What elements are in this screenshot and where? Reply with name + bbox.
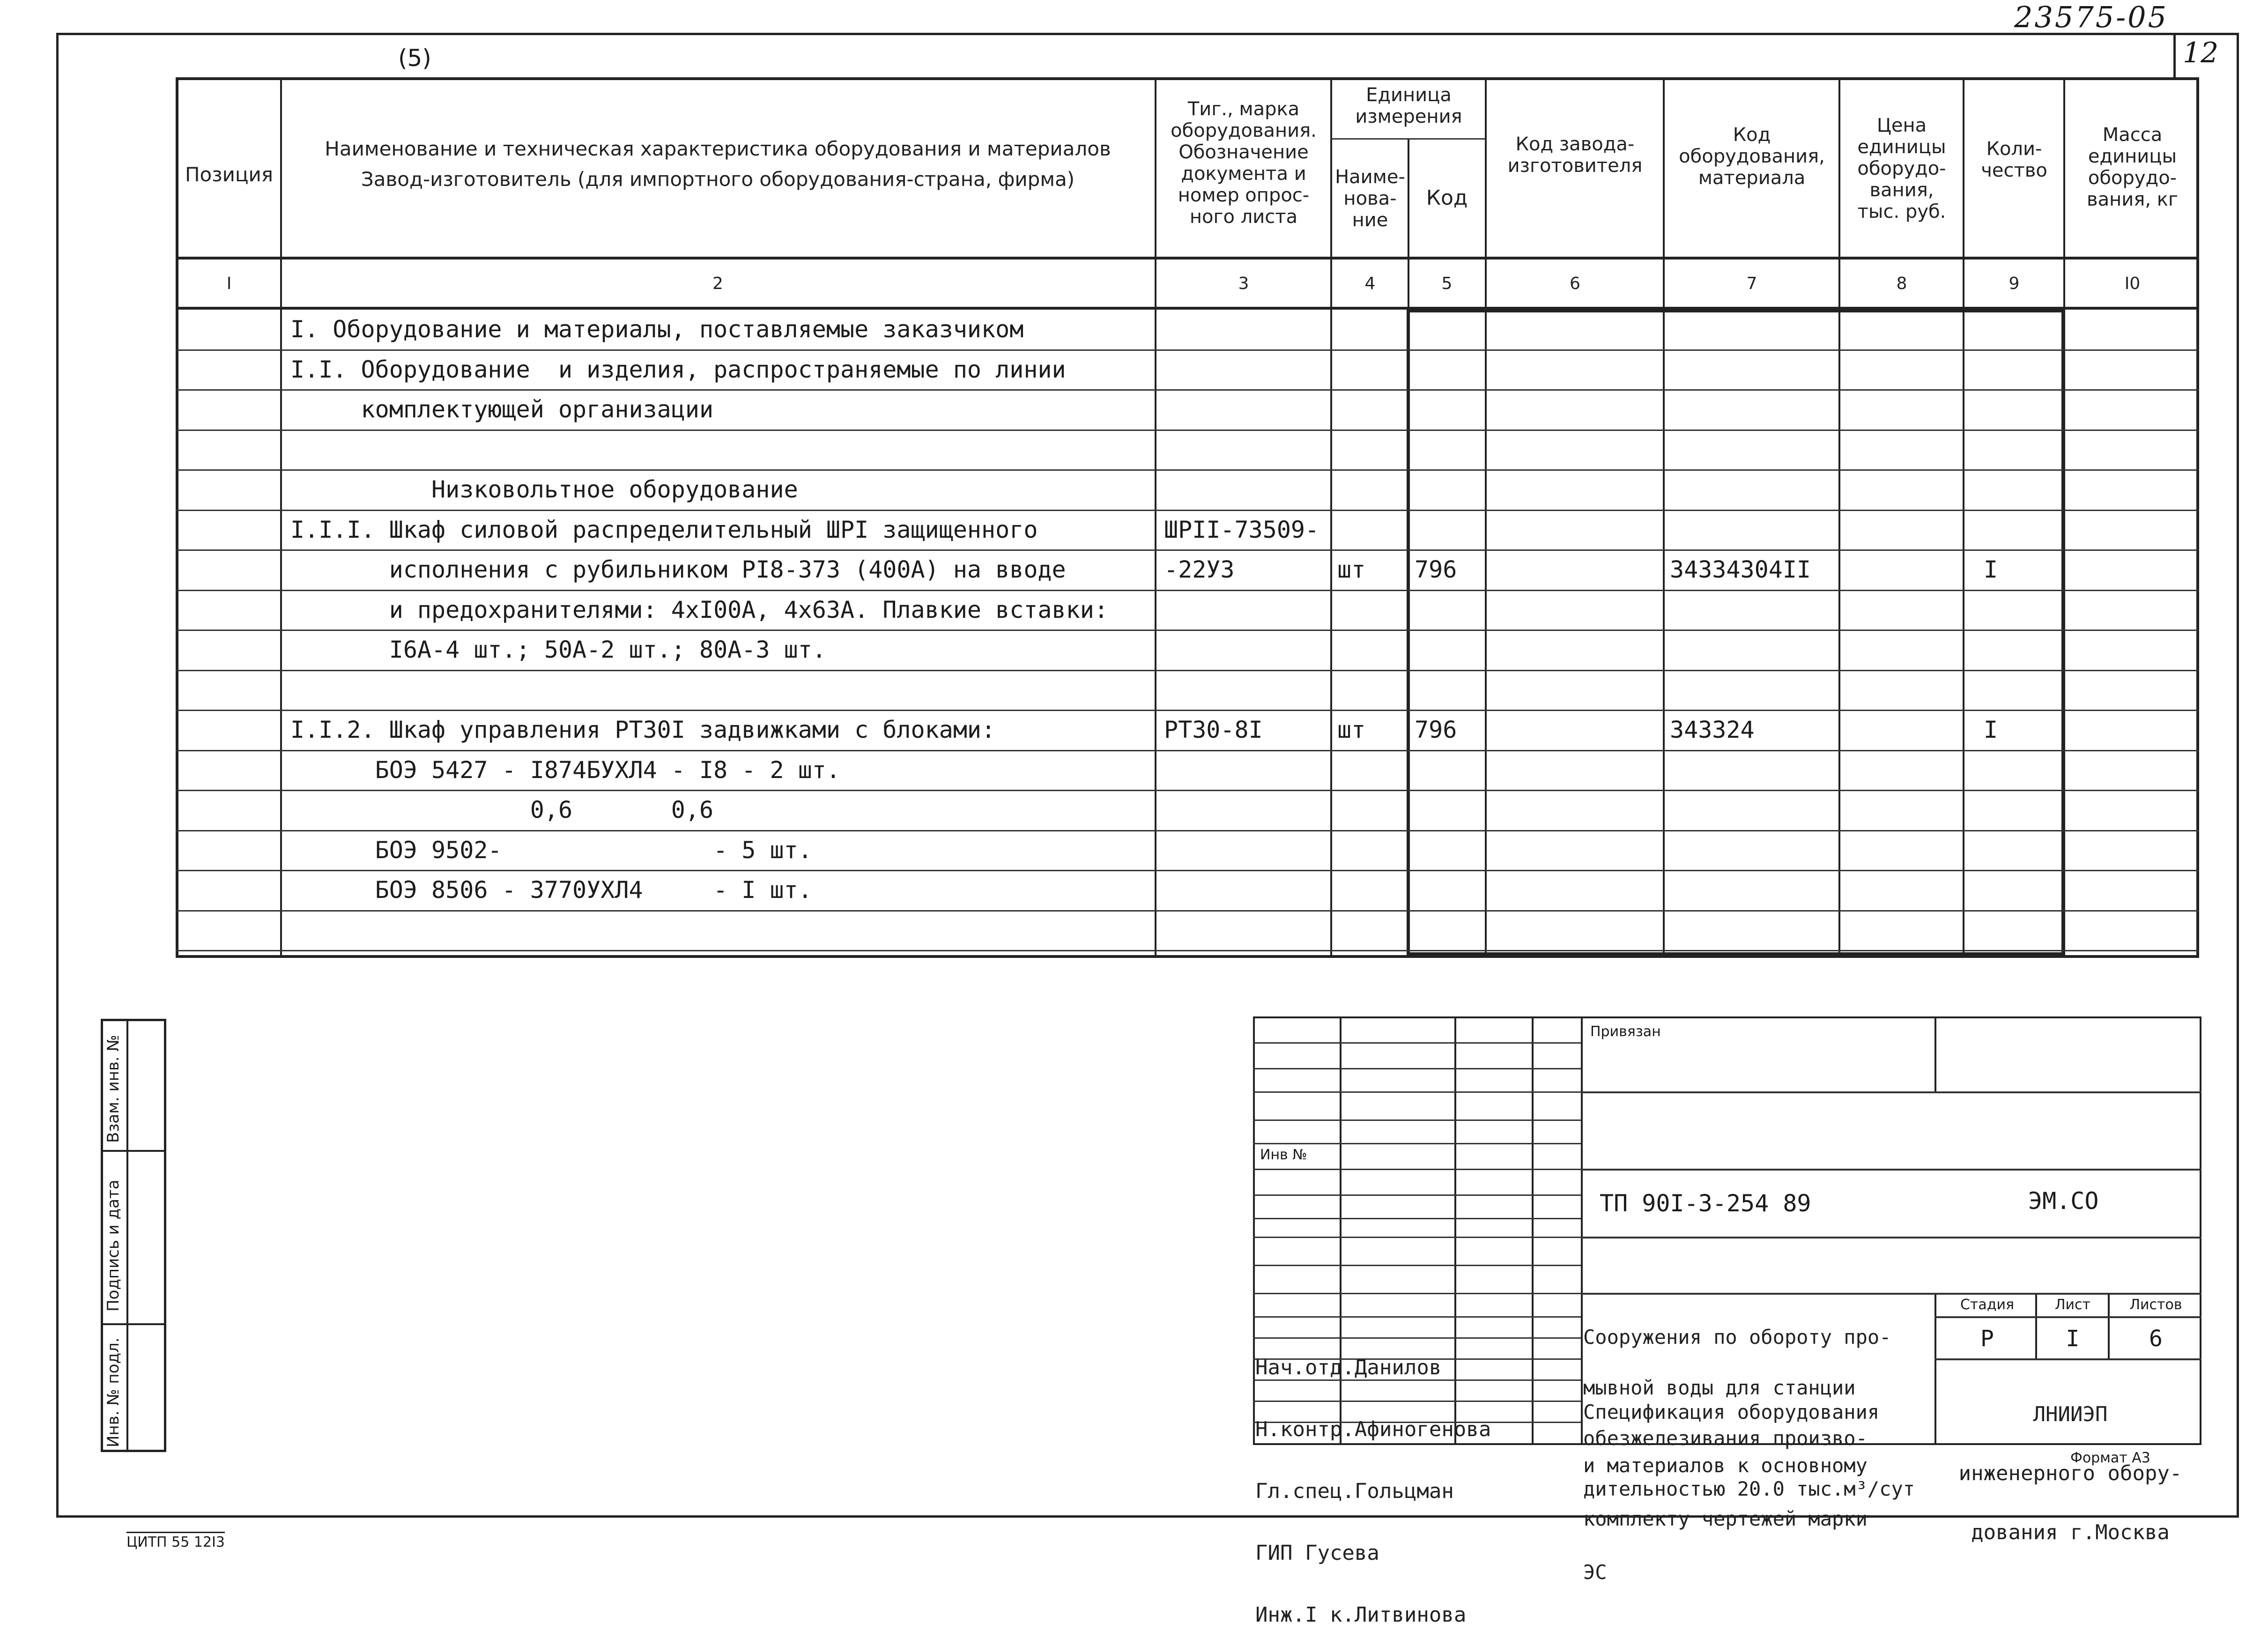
- col-line: [280, 77, 282, 958]
- tb-sheets-label: Листов: [2129, 1297, 2182, 1313]
- table-cell-c2: I. Оборудование и материалы, поставляемые заказчиком: [290, 316, 1024, 343]
- colnum-2: 2: [712, 274, 723, 293]
- doc-number: 23575-05: [2014, 0, 2169, 34]
- side-stamp-field: Подпись и дата: [104, 1179, 123, 1312]
- table-row-line: [176, 430, 2199, 431]
- tb-line: [1581, 1169, 2201, 1171]
- table-cell-c2: I6А-4 шт.; 50А-2 шт.; 80А-3 шт.: [290, 636, 826, 663]
- table-row-line: [176, 349, 2199, 351]
- table-cell-c5: 796: [1415, 556, 1457, 583]
- table-row-line: [176, 910, 2199, 912]
- tb-grid-line: [1253, 1293, 1581, 1294]
- colnum-5: 5: [1441, 274, 1453, 293]
- table-cell-c2: комплектующей организации: [290, 396, 714, 423]
- tb-spec-description: Спецификация оборудования и материалов к основному комплекту чертежей марки ЭС: [1583, 1401, 1880, 1584]
- col-line: [1155, 77, 1156, 958]
- table-row-line: [176, 549, 2199, 551]
- tb-line: [1581, 1091, 2201, 1093]
- header-bottom-line: [176, 257, 2199, 260]
- tb-line: [2108, 1293, 2110, 1358]
- header-name-line2: Завод-изготовитель (для импортного оборудования-страна, фирма): [361, 168, 1075, 191]
- table-cell-c9: I: [1984, 716, 1998, 743]
- table-cell-c9: I: [1984, 556, 1998, 583]
- tb-grid-line: [1253, 1120, 1581, 1121]
- header-unit-group: Единица измерения: [1355, 84, 1462, 127]
- highlight-box: [1407, 309, 2065, 956]
- section-mark: (5): [398, 44, 431, 72]
- table-row-line: [176, 870, 2199, 871]
- tb-line: [1934, 1316, 2201, 1318]
- format-label: Формат А3: [2070, 1450, 2150, 1466]
- table-row-line: [176, 790, 2199, 791]
- tb-grid-line: [1253, 1194, 1581, 1196]
- header-unit-name: Наиме- нова- ние: [1335, 166, 1405, 231]
- side-stamp-field: Инв. № подл.: [104, 1337, 123, 1447]
- table-cell-c4: шт: [1337, 556, 1366, 583]
- table-row-line: [176, 750, 2199, 751]
- tb-line: [1581, 1016, 1583, 1445]
- table-cell-c2: и предохранителями: 4хI00А, 4х63А. Плавкие вставки:: [290, 596, 1108, 623]
- side-stamp-field: Взам. инв. №: [104, 1035, 123, 1143]
- table-row-line: [176, 830, 2199, 831]
- tb-grid-line: [1253, 1091, 1581, 1093]
- tb-object-description: Сооружения по обороту про- мывной воды для станции обезжелезивания произво- дительностью 20.0 тыс.м³/сут: [1583, 1326, 1915, 1500]
- table-cell-c2: I.I.2. Шкаф управления РТ30I задвижками с блоками:: [290, 716, 996, 743]
- table-cell-c3: ШРII-73509-: [1164, 516, 1319, 543]
- tb-line: [1934, 1293, 1936, 1445]
- table-row-line: [176, 510, 2199, 511]
- header-name-line1: Наименование и техническая характеристика оборудования и материалов: [325, 137, 1111, 160]
- side-stamp-divider: [126, 1019, 128, 1452]
- header-type: Тиг., марка оборудования. Обозначение документа и номер опрос- ного листа: [1171, 98, 1317, 228]
- table-cell-c2: БОЭ 8506 - 3770УХЛ4 - I шт.: [290, 876, 812, 904]
- tb-doc-code: ТП 90I-3-254 89: [1600, 1190, 1811, 1217]
- colnum-9: 9: [2009, 274, 2020, 293]
- header-position: Позиция: [185, 163, 274, 186]
- col-line: [1330, 77, 1332, 958]
- tb-sheet: I: [2066, 1326, 2080, 1352]
- tb-grid-line: [1253, 1068, 1581, 1069]
- colnum-1: I: [226, 274, 232, 293]
- tb-grid-line: [1253, 1218, 1581, 1219]
- tb-doc-mark: ЭМ.СО: [2028, 1187, 2099, 1215]
- table-cell-c4: шт: [1337, 716, 1366, 743]
- tb-inv-no: Инв №: [1260, 1147, 1307, 1163]
- table-row-line: [176, 670, 2199, 671]
- sheet-number: 12: [2183, 37, 2219, 69]
- table-cell-c7: 343324: [1670, 716, 1755, 743]
- tb-grid-line: [1253, 1042, 1581, 1044]
- colnum-7: 7: [1746, 274, 1757, 293]
- table-cell-c7: 34334304II: [1670, 556, 1811, 583]
- tb-stage: Р: [1980, 1326, 1994, 1352]
- tb-line: [1581, 1293, 2201, 1295]
- table-cell-c2: БОЭ 9502- - 5 шт.: [290, 836, 812, 864]
- header-quantity: Коли- чество: [1981, 138, 2047, 181]
- tb-grid-line: [1253, 1169, 1581, 1170]
- header-unit-code: Код: [1426, 186, 1468, 210]
- table-cell-c2: БОЭ 5427 - I874БУХЛ4 - I8 - 2 шт.: [290, 756, 840, 784]
- header-mass: Масса единицы оборудо- вания, кг: [2087, 124, 2178, 210]
- tb-line: [1934, 1358, 2201, 1360]
- tb-grid-line: [1253, 1237, 1581, 1238]
- side-stamp-divider: [101, 1150, 166, 1152]
- table-row-line: [176, 590, 2199, 591]
- table-row-line: [176, 950, 2199, 951]
- table-cell-c2: I.I.I. Шкаф силовой распределительный ШРI защищенного: [290, 516, 1038, 543]
- table-cell-c3: РТ30-8I: [1164, 716, 1263, 743]
- tb-privyazan: Привязан: [1590, 1023, 1661, 1040]
- tb-organization: ЛНИИЭП инженерного обору- дования г.Москва: [1958, 1402, 2182, 1544]
- table-cell-c2: исполнения с рубильником PI8-373 (400А) на вводе: [290, 556, 1066, 583]
- tb-staff-list: Нач.отд.Данилов Н.контр.Афиногенова Гл.спец.Гольцман ГИП Гусева Инж.I к.Литвинова: [1255, 1356, 1491, 1627]
- table-cell-c2: 0,6 0,6: [290, 796, 714, 823]
- table-cell-c2: Низковольтное оборудование: [290, 476, 798, 503]
- tb-sheet-label: Лист: [2054, 1297, 2091, 1313]
- colnum-bottom-line: [176, 307, 2199, 310]
- table-row-line: [176, 710, 2199, 711]
- footer-printer: ЦИТП 55 12I3: [126, 1532, 225, 1550]
- colnum-3: 3: [1238, 274, 1249, 293]
- header-equipment-code: Код оборудования, материала: [1679, 124, 1825, 189]
- tb-grid-line: [1253, 1265, 1581, 1266]
- side-stamp-divider: [101, 1323, 166, 1325]
- table-row-line: [176, 469, 2199, 471]
- table-cell-c5: 796: [1415, 716, 1457, 743]
- tb-sheets: 6: [2149, 1326, 2163, 1352]
- unit-group-line: [1330, 138, 1485, 140]
- tb-stage-label: Стадия: [1960, 1297, 2015, 1313]
- tb-line: [1581, 1237, 2201, 1238]
- header-factory-code: Код завода- изготовителя: [1507, 133, 1643, 177]
- table-cell-c3: -22У3: [1164, 556, 1235, 583]
- tb-line: [2035, 1293, 2037, 1358]
- colnum-8: 8: [1896, 274, 1907, 293]
- tb-grid-line: [1253, 1143, 1581, 1144]
- tb-line: [1934, 1016, 1936, 1091]
- colnum-6: 6: [1570, 274, 1580, 293]
- table-cell-c2: I.I. Оборудование и изделия, распространяемые по линии: [290, 356, 1066, 383]
- table-row-line: [176, 630, 2199, 631]
- header-price: Цена единицы оборудо- вания, тыс. руб.: [1857, 115, 1946, 222]
- table-row-line: [176, 389, 2199, 391]
- colnum-10: I0: [2124, 274, 2141, 293]
- colnum-4: 4: [1364, 274, 1376, 293]
